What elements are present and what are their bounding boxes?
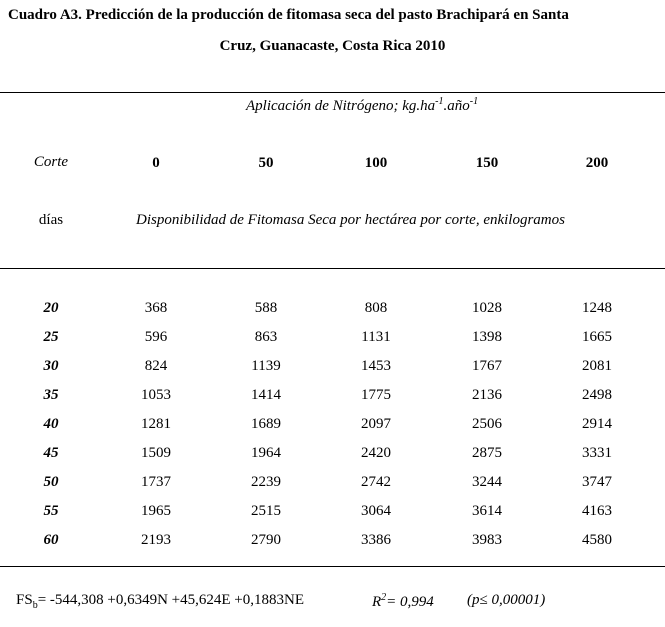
regression-equation: [16, 592, 304, 611]
p-value: [467, 592, 545, 609]
row-value: 1737: [141, 474, 171, 490]
r-value: = 0,994: [386, 594, 434, 610]
fs-symbol: FS: [16, 592, 33, 608]
nitrogen-mid: .año: [443, 98, 470, 114]
p-number: 0,00001): [487, 592, 546, 608]
row-value: 1964: [251, 445, 281, 461]
row-value: 1248: [582, 300, 612, 316]
level-50: 50: [258, 155, 274, 171]
row-value: 2193: [141, 532, 171, 548]
r-superscript: 2: [381, 592, 387, 603]
p-open: (p: [467, 592, 480, 608]
row-value: 3614: [472, 503, 502, 519]
header-rule: [0, 268, 665, 269]
row-value: 1775: [361, 387, 391, 403]
row-value: 3386: [361, 532, 391, 548]
row-dias: 25: [43, 329, 59, 345]
table-title-line-1: Cuadro A3. Predicción de la producción de fitomasa seca del pasto Brachipará en Santa: [8, 7, 569, 23]
row-value: 1965: [141, 503, 171, 519]
row-dias: 20: [43, 300, 59, 316]
row-dias: 35: [43, 387, 59, 403]
row-dias: 50: [43, 474, 59, 490]
row-value: 3064: [361, 503, 391, 519]
row-value: 863: [254, 329, 278, 345]
row-value: 1414: [251, 387, 281, 403]
row-value: 1689: [251, 416, 281, 432]
row-value: 1509: [141, 445, 171, 461]
row-value: 1281: [141, 416, 171, 432]
row-value: 1053: [141, 387, 171, 403]
row-value: 588: [254, 300, 278, 316]
row-value: 2875: [472, 445, 502, 461]
row-value: 2097: [361, 416, 391, 432]
row-value: 2790: [251, 532, 281, 548]
level-150: 150: [475, 155, 499, 171]
row-value: 3983: [472, 532, 502, 548]
row-value: 596: [144, 329, 168, 345]
nitrogen-sup-2: -1: [469, 96, 479, 107]
row-value: 1453: [361, 358, 391, 374]
corte-label: Corte: [33, 154, 69, 170]
row-value: 368: [144, 300, 168, 316]
row-value: 2515: [251, 503, 281, 519]
row-value: 2136: [472, 387, 502, 403]
row-value: 2914: [582, 416, 612, 432]
r-squared: [372, 592, 434, 611]
r-symbol: R: [372, 594, 382, 610]
fs-subscript: b: [32, 600, 38, 611]
row-value: 2081: [582, 358, 612, 374]
nitrogen-header: [246, 96, 478, 115]
row-value: 2420: [361, 445, 391, 461]
row-value: 824: [144, 358, 168, 374]
dias-label: días: [38, 212, 64, 228]
row-value: 1028: [472, 300, 502, 316]
row-value: 3331: [582, 445, 612, 461]
nitrogen-label: Aplicación de Nitrógeno; kg.ha: [246, 98, 436, 114]
row-dias: 40: [43, 416, 59, 432]
row-value: 2742: [361, 474, 391, 490]
row-dias: 45: [43, 445, 59, 461]
row-value: 1131: [361, 329, 391, 345]
level-100: 100: [364, 155, 388, 171]
level-200: 200: [585, 155, 609, 171]
row-dias: 30: [43, 358, 59, 374]
availability-label: Disponibilidad de Fitomasa Seca por hectárea por corte, enkilogramos: [136, 212, 565, 228]
row-value: 3747: [582, 474, 612, 490]
row-value: 1398: [472, 329, 502, 345]
row-value: 2239: [251, 474, 281, 490]
nitrogen-sup-1: -1: [435, 96, 444, 107]
row-value: 1767: [472, 358, 502, 374]
row-value: 808: [364, 300, 388, 316]
p-symbol: ≤: [479, 592, 488, 608]
row-value: 2506: [472, 416, 502, 432]
row-value: 1665: [582, 329, 612, 345]
row-value: 2498: [582, 387, 612, 403]
row-value: 4580: [582, 532, 612, 548]
formula: = -544,308 +0,6349N +45,624E +0,1883NE: [37, 592, 305, 608]
row-value: 3244: [472, 474, 502, 490]
bottom-rule: [0, 566, 665, 567]
table-title-line-2: Cruz, Guanacaste, Costa Rica 2010: [219, 38, 446, 54]
row-value: 4163: [582, 503, 612, 519]
row-value: 1139: [251, 358, 281, 374]
row-dias: 60: [43, 532, 59, 548]
level-0: 0: [152, 155, 160, 171]
top-rule: [0, 92, 665, 93]
row-dias: 55: [43, 503, 59, 519]
